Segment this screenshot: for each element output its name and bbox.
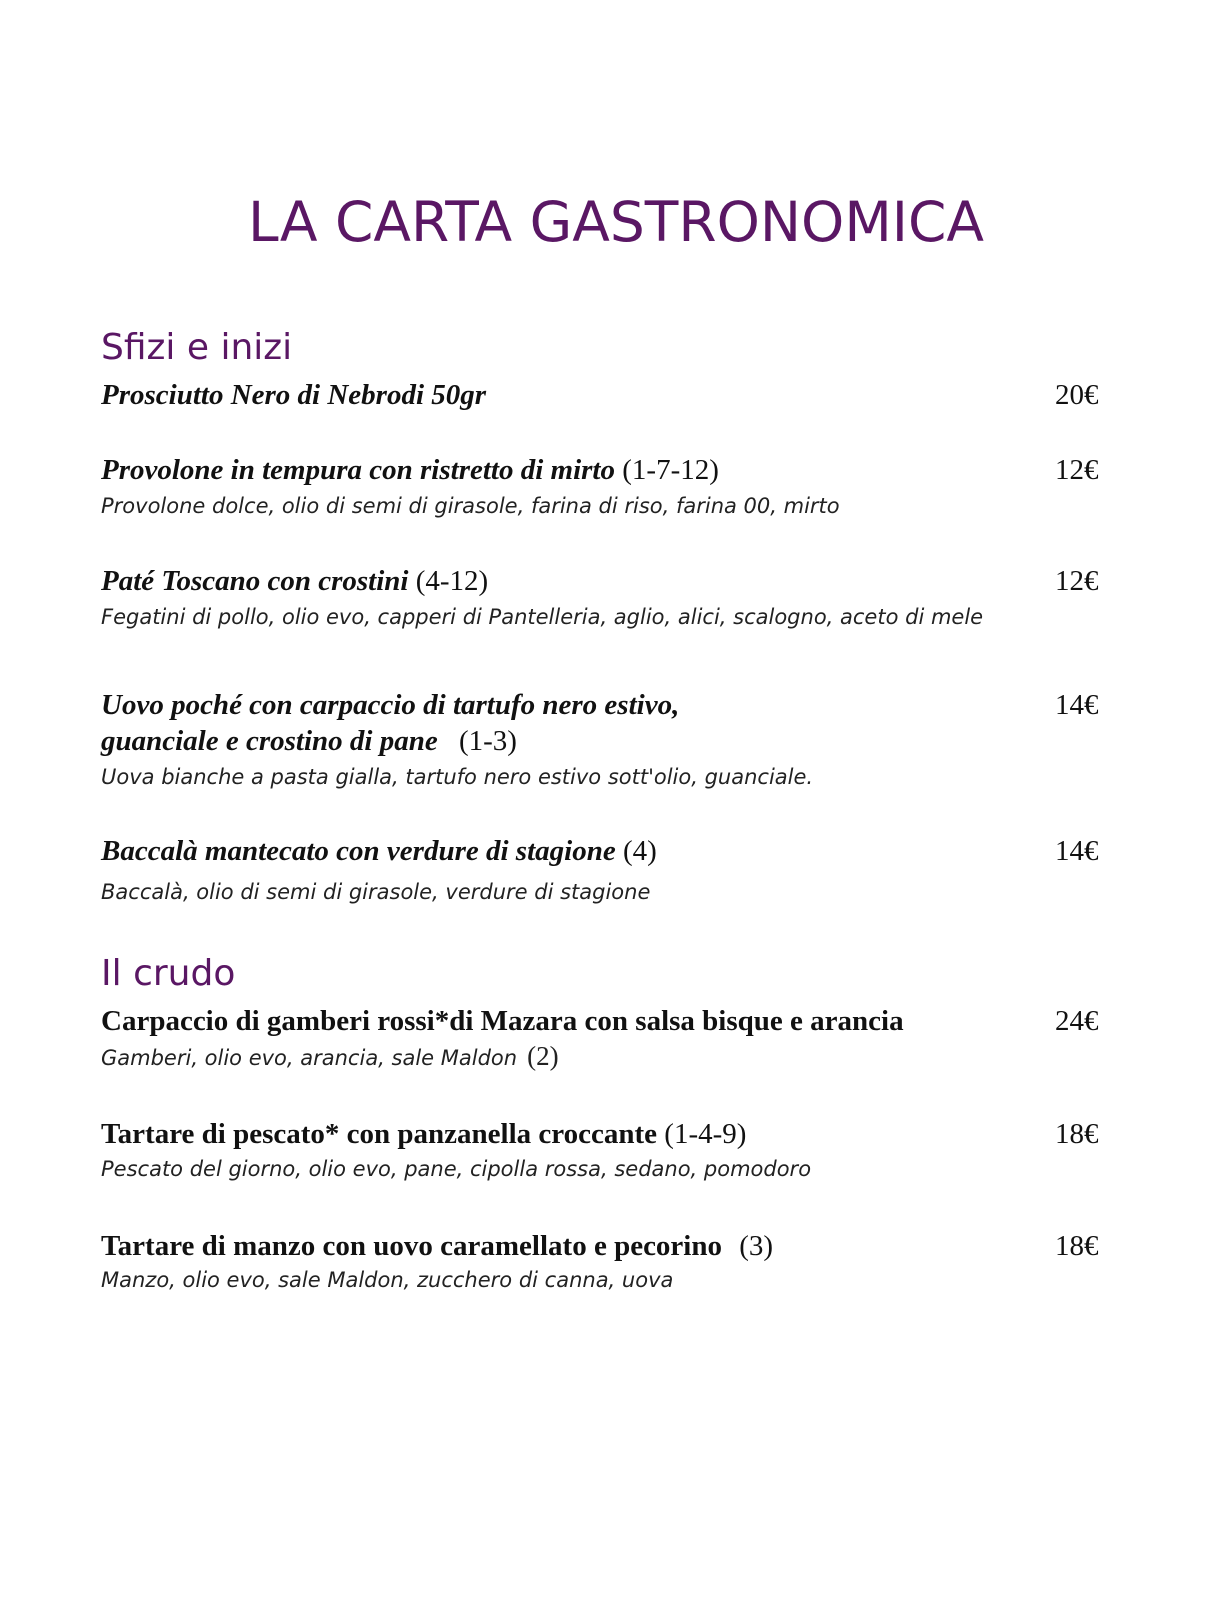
menu-item-name [101, 452, 1021, 488]
dish-description: Baccalà, olio di semi di girasole, verdure di stagione [101, 880, 651, 904]
dish-name: Prosciutto Nero di Nebrodi 50gr [101, 379, 487, 411]
menu-item-name [101, 1228, 1021, 1264]
dish-description: Uova bianche a pasta gialla, tartufo nero estivo sott'olio, guanciale. [101, 765, 814, 789]
allergen-codes: (4) [622, 835, 657, 867]
menu-item-name [101, 1116, 1021, 1152]
dish-name: Carpaccio di gamberi rossi*di Mazara con salsa bisque e arancia [101, 1005, 904, 1037]
dish-name: guanciale e crostino di pane [101, 725, 438, 757]
dish-description: Pescato del giorno, olio evo, pane, cipolla rossa, sedano, pomodoro [101, 1157, 812, 1181]
dish-description [101, 1042, 559, 1072]
allergen-codes: (2) [527, 1041, 559, 1071]
menu-item-name-continued [101, 723, 1021, 759]
menu-item-price: 12€ [1055, 454, 1099, 486]
dish-name: Tartare di pescato* con panzanella croccante [101, 1118, 658, 1150]
allergen-codes: (3) [739, 1230, 774, 1262]
dish-description-text: Gamberi, olio evo, arancia, sale Maldon [101, 1046, 518, 1070]
allergen-codes: (1-7-12) [622, 454, 719, 486]
dish-description: Provolone dolce, olio di semi di girasole, farina di riso, farina 00, mirto [101, 494, 840, 518]
menu-item-name [101, 687, 1021, 723]
menu-item-price: 20€ [1055, 379, 1099, 411]
menu-item-name [101, 1003, 1041, 1039]
section-title-crudo: Il crudo [101, 953, 236, 994]
menu-item-price: 14€ [1055, 689, 1099, 721]
dish-name: Paté Toscano con crostini [101, 565, 409, 597]
menu-item-name [101, 377, 1021, 413]
menu-item-name [101, 563, 1021, 599]
menu-item-price: 12€ [1055, 565, 1099, 597]
allergen-codes: (1-3) [458, 725, 517, 757]
dish-name: Provolone in tempura con ristretto di mirto [101, 454, 615, 486]
dish-description: Manzo, olio evo, sale Maldon, zucchero di canna, uova [101, 1268, 674, 1292]
dish-name: Uovo poché con carpaccio di tartufo nero estivo, [101, 689, 680, 721]
menu-item-name [101, 833, 1021, 869]
section-title-sfizi: Sfizi e inizi [101, 327, 293, 368]
menu-item-price: 14€ [1055, 835, 1099, 867]
dish-name: Tartare di manzo con uovo caramellato e pecorino [101, 1230, 722, 1262]
menu-item-price: 18€ [1055, 1118, 1099, 1150]
dish-description: Fegatini di pollo, olio evo, capperi di Pantelleria, aglio, alici, scalogno, aceto di mele [101, 605, 984, 629]
allergen-codes: (4-12) [415, 565, 489, 597]
page-title: LA CARTA GASTRONOMICA [247, 190, 985, 254]
menu-item-price: 18€ [1055, 1230, 1099, 1262]
allergen-codes: (1-4-9) [664, 1118, 747, 1150]
dish-name: Baccalà mantecato con verdure di stagione [101, 835, 616, 867]
menu-item-price: 24€ [1055, 1005, 1099, 1037]
